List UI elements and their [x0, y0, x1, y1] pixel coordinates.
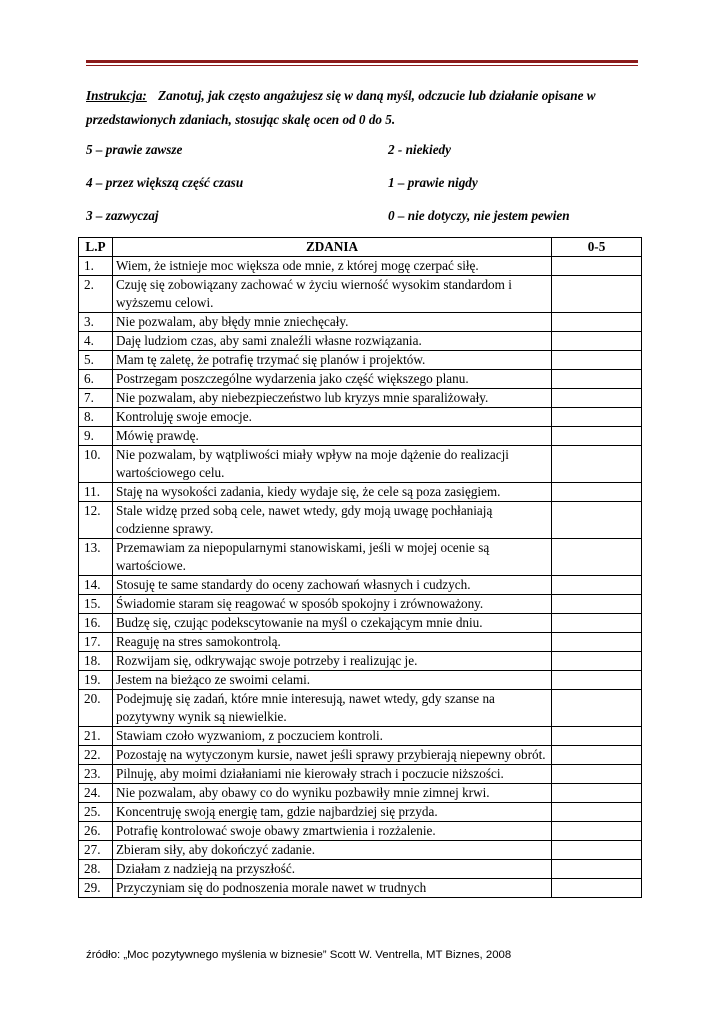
row-number: 14.: [79, 576, 113, 595]
table-row: [79, 860, 642, 879]
row-number: 12.: [79, 502, 113, 539]
instruction-text: Zanotuj, jak często angażujesz się w daną myśl, odczucie lub działanie opisane w przedstawionych zdaniach, stosując skalę ocen od 0 do 5.: [86, 88, 596, 127]
row-statement: Czuję się zobowiązany zachować w życiu wierność wysokim standardom i wyższemu celowi.: [113, 276, 552, 313]
row-score-cell[interactable]: [552, 765, 642, 784]
row-statement: Budzę się, czując podekscytowanie na myśl o czekającym mnie dniu.: [113, 614, 552, 633]
table-row: [79, 332, 642, 351]
row-number: 6.: [79, 370, 113, 389]
row-statement: Potrafię kontrolować swoje obawy zmartwienia i rozżalenie.: [113, 822, 552, 841]
table-row: [79, 614, 642, 633]
row-score-cell[interactable]: [552, 332, 642, 351]
row-score-cell[interactable]: [552, 370, 642, 389]
row-score-cell[interactable]: [552, 446, 642, 483]
row-statement: Postrzegam poszczególne wydarzenia jako część większego planu.: [113, 370, 552, 389]
row-score-cell[interactable]: [552, 576, 642, 595]
scale-item-3: 3 – zazwyczaj: [86, 208, 159, 223]
row-number: 13.: [79, 539, 113, 576]
table-row: [79, 765, 642, 784]
table-row: [79, 671, 642, 690]
row-statement: Stale widzę przed sobą cele, nawet wtedy, gdy moją uwagę pochłaniają codzienne sprawy.: [113, 502, 552, 539]
row-number: 9.: [79, 427, 113, 446]
table-row: [79, 727, 642, 746]
scale-item-1: 1 – prawie nigdy: [388, 175, 478, 190]
questionnaire-table: [78, 237, 642, 898]
row-statement: Pozostaję na wytyczonym kursie, nawet jeśli sprawy przybierają niepewny obrót.: [113, 746, 552, 765]
row-score-cell[interactable]: [552, 690, 642, 727]
row-score-cell[interactable]: [552, 841, 642, 860]
row-statement: Nie pozwalam, by wątpliwości miały wpływ na moje dążenie do realizacji wartościowego celu.: [113, 446, 552, 483]
table-row: [79, 879, 642, 898]
row-statement: Mówię prawdę.: [113, 427, 552, 446]
row-number: 15.: [79, 595, 113, 614]
row-score-cell[interactable]: [552, 784, 642, 803]
row-number: 29.: [79, 879, 113, 898]
row-number: 10.: [79, 446, 113, 483]
row-number: 5.: [79, 351, 113, 370]
row-number: 4.: [79, 332, 113, 351]
row-score-cell[interactable]: [552, 860, 642, 879]
row-score-cell[interactable]: [552, 502, 642, 539]
header-lp: L.P: [79, 238, 113, 257]
row-score-cell[interactable]: [552, 727, 642, 746]
table-row: [79, 746, 642, 765]
row-number: 20.: [79, 690, 113, 727]
table-row: [79, 370, 642, 389]
row-statement: Wiem, że istnieje moc większa ode mnie, z której mogę czerpać siłę.: [113, 257, 552, 276]
table-row: [79, 483, 642, 502]
row-score-cell[interactable]: [552, 257, 642, 276]
row-score-cell[interactable]: [552, 652, 642, 671]
row-number: 21.: [79, 727, 113, 746]
table-row: [79, 276, 642, 313]
row-number: 16.: [79, 614, 113, 633]
table-row: [79, 502, 642, 539]
table-row: [79, 257, 642, 276]
table-row: [79, 408, 642, 427]
row-score-cell[interactable]: [552, 633, 642, 652]
row-statement: Nie pozwalam, aby błędy mnie zniechęcały.: [113, 313, 552, 332]
table-row: [79, 633, 642, 652]
row-statement: Działam z nadzieją na przyszłość.: [113, 860, 552, 879]
header-zdania: ZDANIA: [113, 238, 552, 257]
row-statement: Świadomie staram się reagować w sposób spokojny i zrównoważony.: [113, 595, 552, 614]
row-number: 2.: [79, 276, 113, 313]
row-statement: Reaguję na stres samokontrolą.: [113, 633, 552, 652]
table-row: [79, 539, 642, 576]
source-footer: źródło: „Moc pozytywnego myślenia w biznesie” Scott W. Ventrella, MT Biznes, 2008: [86, 949, 512, 961]
row-score-cell[interactable]: [552, 276, 642, 313]
row-number: 18.: [79, 652, 113, 671]
row-score-cell[interactable]: [552, 614, 642, 633]
row-number: 1.: [79, 257, 113, 276]
row-number: 22.: [79, 746, 113, 765]
row-statement: Przyczyniam się do podnoszenia morale nawet w trudnych: [113, 879, 552, 898]
scale-item-5: 5 – prawie zawsze: [86, 142, 183, 157]
header-rule-thick: [86, 60, 638, 63]
table-row: [79, 389, 642, 408]
row-score-cell[interactable]: [552, 671, 642, 690]
row-score-cell[interactable]: [552, 539, 642, 576]
scale-item-0: 0 – nie dotyczy, nie jestem pewien: [388, 208, 570, 223]
row-score-cell[interactable]: [552, 408, 642, 427]
table-row: [79, 784, 642, 803]
row-number: 7.: [79, 389, 113, 408]
row-number: 26.: [79, 822, 113, 841]
row-score-cell[interactable]: [552, 389, 642, 408]
scale-item-2: 2 - niekiedy: [388, 142, 451, 157]
row-statement: Podejmuję się zadań, które mnie interesują, nawet wtedy, gdy szanse na pozytywny wynik są niewielkie.: [113, 690, 552, 727]
row-number: 25.: [79, 803, 113, 822]
row-statement: Mam tę zaletę, że potrafię trzymać się planów i projektów.: [113, 351, 552, 370]
row-statement: Koncentruję swoją energię tam, gdzie najbardziej się przyda.: [113, 803, 552, 822]
table-row: [79, 841, 642, 860]
row-score-cell[interactable]: [552, 427, 642, 446]
row-number: 27.: [79, 841, 113, 860]
row-number: 17.: [79, 633, 113, 652]
row-statement: Stosuję te same standardy do oceny zachowań własnych i cudzych.: [113, 576, 552, 595]
table-row: [79, 427, 642, 446]
row-score-cell[interactable]: [552, 803, 642, 822]
row-statement: Kontroluję swoje emocje.: [113, 408, 552, 427]
row-score-cell[interactable]: [552, 313, 642, 332]
header-rule-thin: [86, 65, 638, 66]
table-row: [79, 576, 642, 595]
row-number: 23.: [79, 765, 113, 784]
row-statement: Jestem na bieżąco ze swoimi celami.: [113, 671, 552, 690]
row-number: 3.: [79, 313, 113, 332]
row-score-cell[interactable]: [552, 483, 642, 502]
table-row: [79, 313, 642, 332]
table-row: [79, 690, 642, 727]
row-statement: Daję ludziom czas, aby sami znaleźli własne rozwiązania.: [113, 332, 552, 351]
table-header-row: [79, 238, 642, 257]
row-statement: Pilnuję, aby moimi działaniami nie kierowały strach i poczucie niższości.: [113, 765, 552, 784]
row-score-cell[interactable]: [552, 879, 642, 898]
table-row: [79, 595, 642, 614]
row-statement: Rozwijam się, odkrywając swoje potrzeby i realizując je.: [113, 652, 552, 671]
row-number: 19.: [79, 671, 113, 690]
table-row: [79, 446, 642, 483]
instruction-label: Instrukcja:: [86, 88, 147, 103]
row-score-cell[interactable]: [552, 822, 642, 841]
table-row: [79, 351, 642, 370]
table-row: [79, 652, 642, 671]
row-statement: Nie pozwalam, aby obawy co do wyniku pozbawiły mnie zimnej krwi.: [113, 784, 552, 803]
instruction: [86, 84, 646, 132]
row-score-cell[interactable]: [552, 595, 642, 614]
table-row: [79, 822, 642, 841]
row-number: 28.: [79, 860, 113, 879]
row-score-cell[interactable]: [552, 351, 642, 370]
row-statement: Zbieram siły, aby dokończyć zadanie.: [113, 841, 552, 860]
row-statement: Nie pozwalam, aby niebezpieczeństwo lub kryzys mnie sparaliżowały.: [113, 389, 552, 408]
row-number: 11.: [79, 483, 113, 502]
table-row: [79, 803, 642, 822]
header-score: 0-5: [552, 238, 642, 257]
row-statement: Staję na wysokości zadania, kiedy wydaje się, że cele są poza zasięgiem.: [113, 483, 552, 502]
scale-item-4: 4 – przez większą część czasu: [86, 175, 244, 190]
row-score-cell[interactable]: [552, 746, 642, 765]
row-statement: Stawiam czoło wyzwaniom, z poczuciem kontroli.: [113, 727, 552, 746]
row-number: 8.: [79, 408, 113, 427]
row-number: 24.: [79, 784, 113, 803]
row-statement: Przemawiam za niepopularnymi stanowiskami, jeśli w mojej ocenie są wartościowe.: [113, 539, 552, 576]
